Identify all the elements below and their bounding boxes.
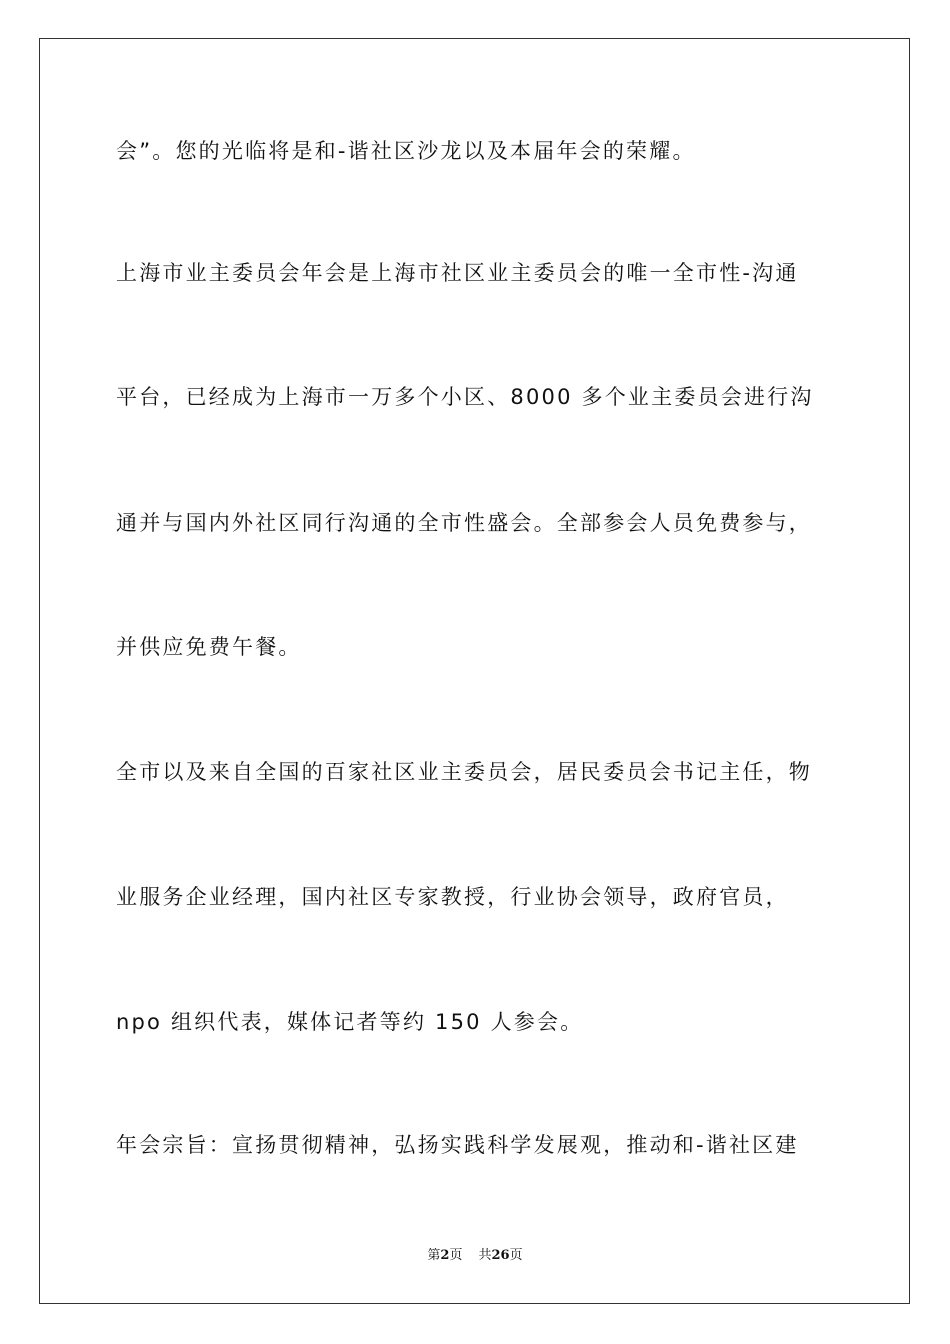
page-frame: [39, 38, 910, 1304]
footer-page-number: 2: [440, 1248, 450, 1263]
text-line-1: 会”。您的光临将是和-谐社区沙龙以及本届年会的荣耀。: [116, 139, 696, 163]
text-line-7: 业服务企业经理，国内社区专家教授，行业协会领导，政府官员，: [116, 885, 789, 909]
text-line-5: 并供应免费午餐。: [116, 635, 302, 659]
text-line-3: 平台，已经成为上海市一万多个小区、8000 多个业主委员会进行沟: [116, 385, 814, 409]
footer-page-prefix: 第: [427, 1248, 441, 1263]
footer-total-suffix: 页: [509, 1248, 523, 1263]
text-line-4: 通并与国内外社区同行沟通的全市性盛会。全部参会人员免费参与，: [116, 511, 812, 535]
page-footer: [0, 1247, 950, 1265]
footer-total-pages: 26: [491, 1248, 510, 1263]
text-line-9: 年会宗旨：宣扬贯彻精神，弘扬实践科学发展观，推动和-谐社区建: [116, 1133, 799, 1157]
text-line-2: 上海市业主委员会年会是上海市社区业主委员会的唯一全市性-沟通: [116, 261, 799, 285]
text-line-8: npo 组织代表，媒体记者等约 150 人参会。: [116, 1010, 584, 1034]
footer-total-prefix: 共: [478, 1248, 492, 1263]
text-line-6: 全市以及来自全国的百家社区业主委员会，居民委员会书记主任，物: [116, 760, 812, 784]
footer-page-suffix: 页: [449, 1248, 463, 1263]
